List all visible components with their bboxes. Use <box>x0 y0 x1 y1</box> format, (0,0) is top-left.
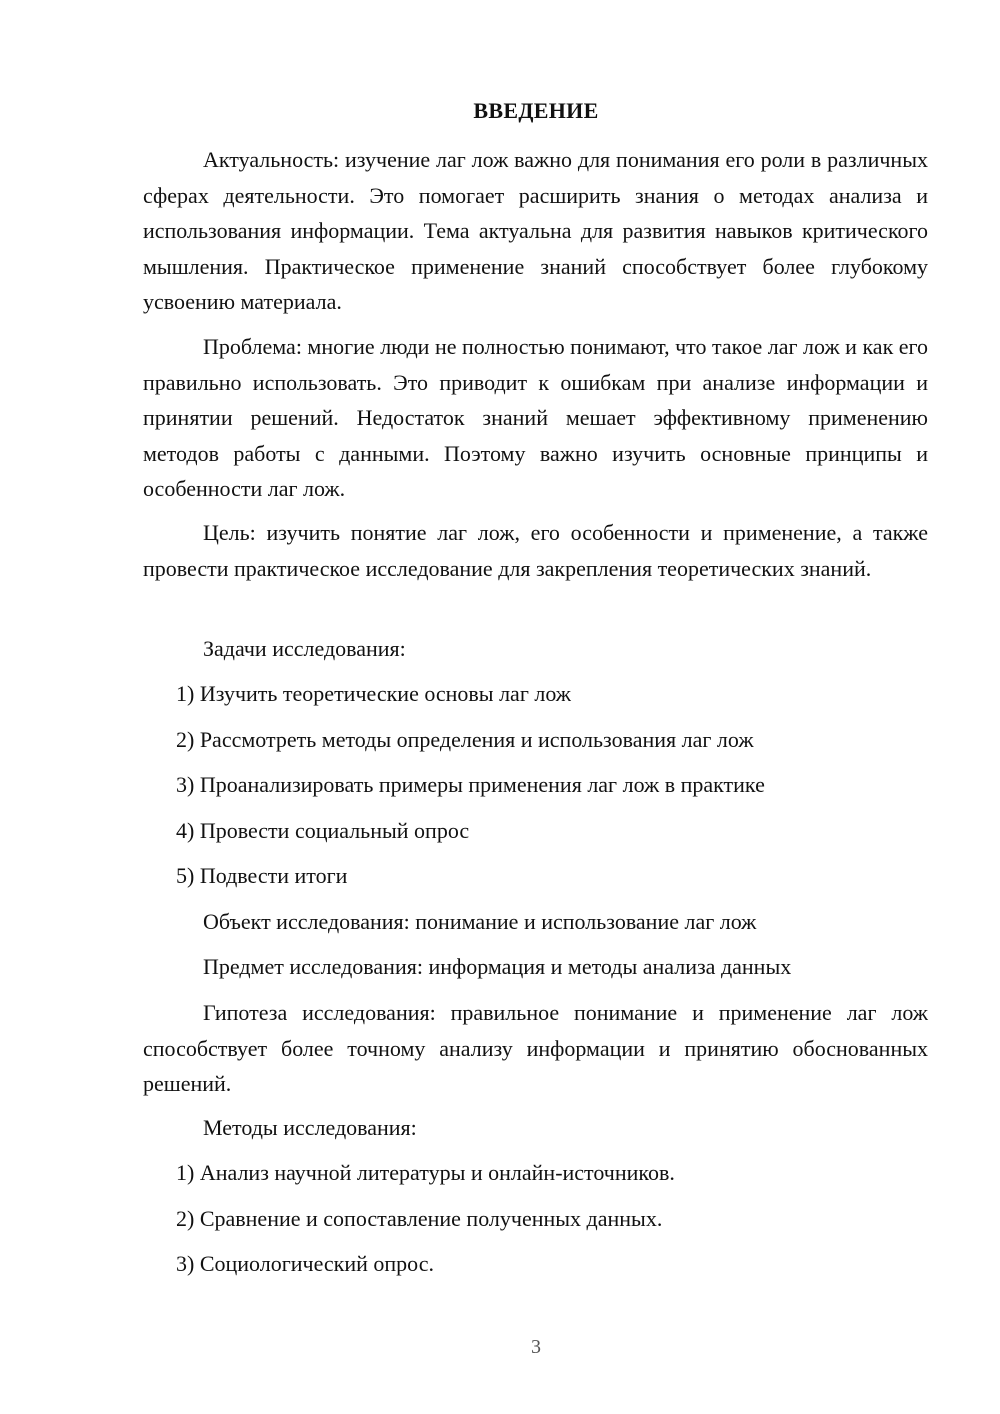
problem-paragraph: Проблема: многие люди не полностью понимают, что такое лаг лож и как его правильно использовать. Это приводит к ошибкам при анализе информации и принятии решений. Недостаток знаний мешает эффективному применению методов работы с данными. Поэтому важно изучить основные принципы и особенности лаг лож. <box>143 334 928 501</box>
page-title: ВВЕДЕНИЕ <box>473 98 599 123</box>
task-item: 1) Изучить теоретические основы лаг лож <box>176 681 571 706</box>
task-item: 2) Рассмотреть методы определения и использования лаг лож <box>176 727 754 752</box>
relevance-paragraph: Актуальность: изучение лаг лож важно для понимания его роли в различных сферах деятельности. Это помогает расширить знания о методах анализа и использования информации. Тема актуальна для развития навыков критического мышления. Практическое применение знаний способствует более глубокому усвоению материала. <box>143 147 928 314</box>
task-item: 4) Провести социальный опрос <box>176 818 470 843</box>
method-item: 2) Сравнение и сопоставление полученных данных. <box>176 1206 663 1231</box>
task-item: 5) Подвести итоги <box>176 863 348 888</box>
method-item: 3) Социологический опрос. <box>176 1251 434 1276</box>
task-item: 3) Проанализировать примеры применения лаг лож в практике <box>176 772 765 797</box>
subject-line: Предмет исследования: информация и методы анализа данных <box>203 954 792 979</box>
methods-heading: Методы исследования: <box>203 1115 417 1140</box>
object-line: Объект исследования: понимание и использование лаг лож <box>203 909 757 934</box>
goal-paragraph: Цель: изучить понятие лаг лож, его особенности и применение, а также провести практическое исследование для закрепления теоретических знаний. <box>143 520 928 581</box>
hypothesis-paragraph: Гипотеза исследования: правильное понимание и применение лаг лож способствует более точному анализу информации и принятию обоснованных решений. <box>143 1000 928 1096</box>
tasks-heading: Задачи исследования: <box>203 636 406 661</box>
method-item: 1) Анализ научной литературы и онлайн-источников. <box>176 1160 675 1185</box>
page-number: 3 <box>531 1336 541 1358</box>
